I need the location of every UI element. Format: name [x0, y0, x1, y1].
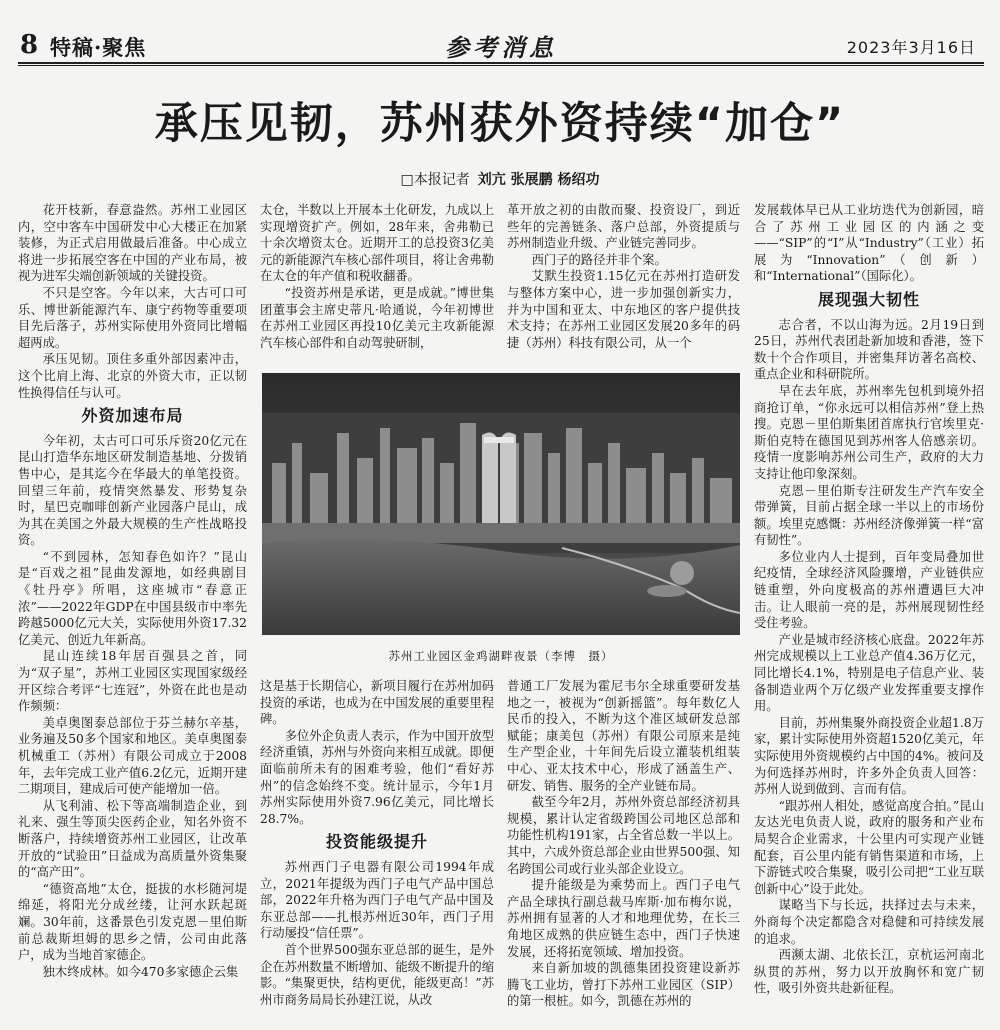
byline-authors: 刘亢 张展鹏 杨绍功: [477, 172, 600, 188]
paragraph: 苏州西门子电器有限公司1994年成立，2021年提级为西门子电气产品中国总部，2022年升格为西门子电气产品中国及东亚总部——扎根苏州近30年，西门子用行动屡投“信任票”。: [260, 859, 494, 941]
header-rule-thin: [18, 65, 984, 66]
section-title: 特稿·聚焦: [50, 35, 147, 60]
paragraph: 目前，苏州集聚外商投资企业超1.8万家，累计实际使用外资超1520亿美元，年实际使用外资规模约占中国的4%。被问及为何选择苏州时，许多外企负责人回答：苏州人说到做到、言而有信。: [754, 715, 984, 797]
paragraph: “跟苏州人相处，感觉高度合拍。”昆山友达光电负责人说，政府的服务和产业布局契合企业需求，十公里内可实现产业链配套，百公里内能有销售渠道和市场，上下游链式咬合集聚，吸引公司把“工业互联创新中心”设于此处。: [754, 798, 984, 896]
paragraph: 承压见韧。顶住多重外部因素冲击，这个比肩上海、北京的外资大市，正以韧性换得信任与认可。: [18, 352, 247, 400]
paragraph: 普通工厂发展为霍尼韦尔全球重要研发基地之一，被视为“创新摇篮”。每年数亿人民币的投入，不断为这个准区域研发总部赋能；康美包（苏州）有限公司原来是纯生产型企业，十年间先后设立灌装机组装中心、亚太技术中心，形成了涵盖生产、研发、销售、服务的全产业链布局。: [507, 679, 740, 793]
paragraph: 艾默生投资1.15亿元在苏州打造研发与整体方案中心，进一步加强创新实力，并为中国和亚太、中东地区的客户提供技术支持；在苏州工业园区发展20多年的码捷（苏州）科技有限公司，从一个: [507, 269, 740, 350]
paragraph: 产业是城市经济核心底盘。2022年苏州完成规模以上工业总产值4.36万亿元，同比增长4.1%，特别是电子信息产业、装备制造业两个万亿级产业发挥重要支撑作用。: [754, 632, 984, 714]
paragraph: 志合者，不以山海为远。2月19日到25日，苏州代表团赴新加坡和香港，签下数十个合作项目，并密集拜访著名高校、重点企业和科研院所。: [754, 317, 984, 382]
paragraph: 独木终成林。如今470多家德企云集: [42, 964, 239, 979]
masthead-logo: 参考消息: [445, 33, 557, 62]
paragraph: 今年初，太古可口可乐斥资20亿元在昆山打造华东地区研发制造基地、分拨销售中心，是其迄今在华最大的单笔投资。回望三年前，疫情突然暴发、形势复杂时，星巴克咖啡创新产业园落户昆山，成为其在美国之外最大规模的生产性战略投资。: [18, 433, 247, 548]
paragraph: 发展载体早已从工业坊迭代为创新园，暗合了苏州工业园区的内涵之变——“SIP”的“I”从“Industry”（工业）拓展为“Innovation”（创新）和“International”（国际化）。: [754, 203, 984, 284]
paragraph: 多位外企负责人表示，作为中国开放型经济重镇，苏州与外资向来相互成就。即便面临前所未有的困难考验，他们“看好苏州”的信念始终不变。统计显示，今年1月苏州实际使用外资7.96亿美元，同比增长28.7%。: [260, 728, 494, 826]
column-4: [754, 202, 984, 997]
paragraph: 这是基于长期信心，新项目履行在苏州加码投资的承诺，也成为在中国发展的重要里程碑。: [260, 679, 494, 727]
paragraph: 来自新加坡的凯德集团投资建设新苏腾飞工业坊，曾打下苏州工业园区（SIP）的第一根桩。如今，凯德在苏州的: [507, 961, 740, 1009]
page-header: [0, 0, 1000, 66]
photo-caption: 苏州工业园区金鸡湖畔夜景（李博 摄）: [388, 649, 614, 663]
paragraph: 提升能级是为乘势而上。西门子电气产品全球执行副总裁马库斯·加布梅尔说，苏州拥有显著的人才和地理优势，在长三角地区成熟的供应链生态中，西门子快速发展，还将拓宽领域、增加投资。: [507, 878, 740, 959]
paragraph: 不只是空客。今年以来，大古可口可乐、博世新能源汽车、康宁药物等重要项目先后落子，苏州实际使用外资同比增幅超两成。: [18, 285, 247, 350]
byline-prefix: □本报记者: [400, 172, 470, 188]
headline: 承压见韧，苏州获外资持续“加仓”: [154, 99, 846, 149]
paragraph: “投资苏州是承诺，更是成就。”博世集团董事会主席史蒂凡·哈通说，今年初博世在苏州工业园区再投10亿美元主攻新能源汽车核心部件和自动驾驶研制，: [260, 285, 494, 350]
subheading-resilience: 展现强大韧性: [817, 289, 920, 309]
paragraph: 西门子的路径并非个案。: [531, 252, 667, 267]
column-2-bottom: [260, 678, 494, 1008]
paragraph: 太仓，半数以上开展本土化研发，九成以上实现增资扩产。例如，28年来，舍弗勒已十余次增资太仓。近期开工的总投资3亿美元的新能源汽车核心部件项目，将让舍弗勒在太仓的年产值和税收翻番。: [260, 203, 494, 284]
issue-date: 2023年3月16日: [846, 38, 976, 57]
paragraph: 从飞利浦、松下等高端制造企业，到礼来、强生等顶尖医药企业，知名外资不断落户，持续增资苏州工业园区，让改革开放的“试验田”日益成为高质量外资集聚的“高产田”。: [18, 798, 247, 880]
paragraph: 昆山连续18年居百强县之首，同为“双子星”，苏州工业园区实现国家级经开区综合考评“七连冠”，外资在此也是动作频频：: [18, 649, 247, 714]
page-number: 8: [20, 30, 39, 60]
byline: [0, 169, 1000, 189]
column-3-top: [507, 202, 740, 351]
paragraph: 早在去年底，苏州率先包机到境外招商抢订单，“你永远可以相信苏州”登上热搜。克恩－里伯斯集团首席执行官埃里克·斯伯克特在德国见到苏州客人倍感亲切。疫情一度影响苏州公司生产，政府的大力支持让他印象深刻。: [754, 383, 984, 481]
paragraph: 克恩－里伯斯专注研发生产汽车安全带弹簧，目前占据全球一半以上的市场份额。埃里克感慨：苏州经济像弹簧一样“富有韧性”。: [754, 483, 984, 548]
city-night-photo: [262, 373, 740, 635]
paragraph: 截至今年2月，苏州外资总部经济初具规模，累计认定省级跨国公司地区总部和功能性机构191家，占全省总数一半以上。其中，六成外资总部企业由世界500强、知名跨国公司或行业头部企业设立。: [507, 795, 740, 876]
paragraph: 谋略当下与长远，扶择过去与未来，外商每个决定都隐含对稳健和可持续发展的追求。: [754, 898, 984, 946]
paragraph: 美卓奥图泰总部位于芬兰赫尔辛基，业务遍及50多个国家和地区。美卓奥图泰机械重工（苏州）有限公司成立于2008年，去年完成工业产值6.2亿元，近期开建二期项目，建成后可使产能增加一倍。: [18, 715, 247, 797]
paragraph: 首个世界500强东亚总部的诞生，是外企在苏州数量不断增加、能级不断提升的缩影。“集聚更快，结构更优，能级更高！”苏州市商务局局长孙建江说，从改: [260, 942, 494, 1007]
paragraph: 革开放之初的由散而聚、投资设厂，到近些年的完善链条、落户总部，外资提质与苏州制造业升级、产业链完善同步。: [507, 203, 740, 251]
column-2-top: [260, 202, 494, 351]
paragraph: “德资高地”太仓，挺拔的水杉随河堤绵延，将阳光分成丝缕，让河水跃起斑斓。30年前，这番景色引发克恩－里伯斯前总裁斯坦姆的思乡之情，公司由此落户，成为当地首家德企。: [18, 881, 247, 963]
column-3-bottom: [507, 678, 740, 1010]
photo-illustration: [262, 373, 740, 635]
paragraph: 花开枝新，春意盎然。苏州工业园区内，空中客车中国研发中心大楼正在加紧装修，为正式启用做最后准备。中心成立将进一步拓展空客在中国的产业布局，被视为进军尖端创新领域的关键投资。: [18, 203, 247, 284]
header-rule: [18, 62, 984, 64]
paragraph: 西濒太湖、北依长江，京杭运河南北纵贯的苏州，努力以开放胸怀和宽广韧性，吸引外资共赴新征程。: [754, 948, 984, 996]
subheading-investment-level: 投资能级提升: [325, 832, 428, 852]
subheading-foreign-investment: 外资加速布局: [81, 406, 184, 426]
paragraph: 多位业内人士提到，百年变局叠加世纪疫情，全球经济风险骤增，产业链供应链重塑，外向度极高的苏州遭遇巨大冲击。让人眼前一亮的是，苏州展现韧性经受住考验。: [754, 549, 984, 631]
paragraph: “不到园林，怎知春色如许？”昆山是“百戏之祖”昆曲发源地，如经典剧目《牡丹亭》所唱，这座城市“春意正浓”——2022年GDP在中国县级市中率先跨越5000亿元大关，实际使用外资17.32亿美元、创近九年新高。: [18, 549, 247, 647]
column-1: [18, 202, 247, 980]
